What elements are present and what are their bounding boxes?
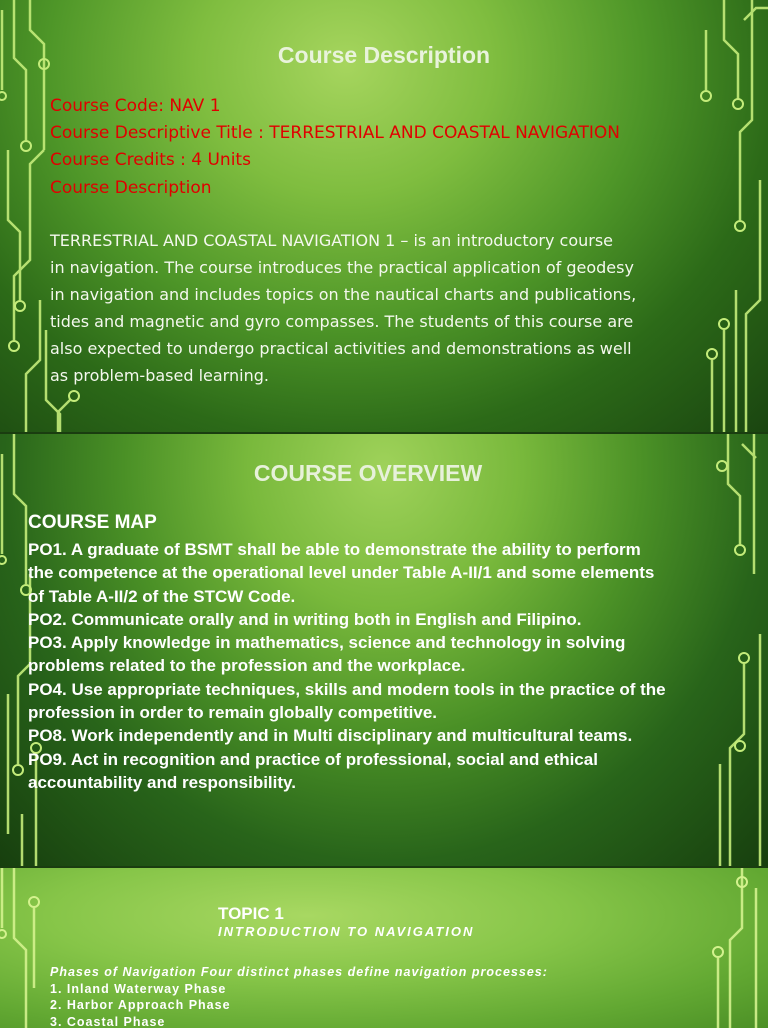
outcome-line: PO2. Communicate orally and in writing both in English and Filipino. bbox=[28, 608, 758, 631]
outcome-line: profession in order to remain globally competitive. bbox=[28, 701, 758, 724]
phases-list bbox=[50, 964, 548, 1028]
outcome-line: problems related to the profession and the workplace. bbox=[28, 654, 758, 677]
program-outcomes bbox=[28, 538, 758, 794]
course-description-text bbox=[50, 227, 740, 389]
topic-subtitle: INTRODUCTION TO NAVIGATION bbox=[218, 924, 474, 939]
phase-item: 2. Harbor Approach Phase bbox=[50, 997, 548, 1014]
phases-intro: Phases of Navigation Four distinct phases define navigation processes: bbox=[50, 964, 548, 981]
outcome-line: accountability and responsibility. bbox=[28, 771, 758, 794]
course-code: Course Code: NAV 1 bbox=[50, 96, 221, 116]
description-line: tides and magnetic and gyro compasses. The students of this course are bbox=[50, 308, 740, 335]
outcome-line: PO9. Act in recognition and practice of professional, social and ethical bbox=[28, 748, 758, 771]
slide-title: COURSE OVERVIEW bbox=[0, 460, 736, 487]
outcome-line: the competence at the operational level under Table A-II/1 and some elements bbox=[28, 561, 758, 584]
slide-title: Course Description bbox=[0, 42, 768, 69]
topic-title: TOPIC 1 bbox=[218, 904, 284, 924]
description-line: in navigation. The course introduces the practical application of geodesy bbox=[50, 254, 740, 281]
slide-course-description bbox=[0, 0, 768, 432]
course-map-heading: COURSE MAP bbox=[28, 512, 157, 534]
course-descriptive-title: Course Descriptive Title : TERRESTRIAL AND COASTAL NAVIGATION bbox=[50, 123, 620, 143]
description-line: TERRESTRIAL AND COASTAL NAVIGATION 1 – is an introductory course bbox=[50, 227, 740, 254]
description-line: in navigation and includes topics on the nautical charts and publications, bbox=[50, 281, 740, 308]
outcome-line: PO3. Apply knowledge in mathematics, science and technology in solving bbox=[28, 631, 758, 654]
slide-topic-1 bbox=[0, 868, 768, 1028]
outcome-line: PO1. A graduate of BSMT shall be able to demonstrate the ability to perform bbox=[28, 538, 758, 561]
outcome-line: PO4. Use appropriate techniques, skills and modern tools in the practice of the bbox=[28, 678, 758, 701]
phase-item: 3. Coastal Phase bbox=[50, 1014, 548, 1028]
slide-course-overview bbox=[0, 434, 768, 866]
description-line: also expected to undergo practical activities and demonstrations as well bbox=[50, 335, 740, 362]
course-credits: Course Credits : 4 Units bbox=[50, 150, 251, 170]
phase-item: 1. Inland Waterway Phase bbox=[50, 981, 548, 998]
course-description-heading: Course Description bbox=[50, 178, 212, 198]
outcome-line: of Table A-II/2 of the STCW Code. bbox=[28, 585, 758, 608]
outcome-line: PO8. Work independently and in Multi disciplinary and multicultural teams. bbox=[28, 724, 758, 747]
description-line: as problem-based learning. bbox=[50, 362, 740, 389]
